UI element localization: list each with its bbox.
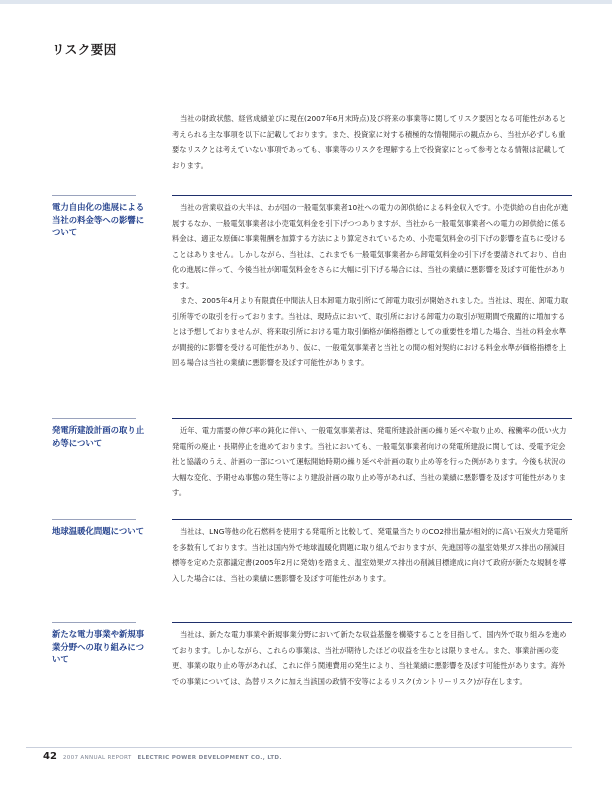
section-paragraph: 当社は、新たな電力事業や新規事業分野において新たな収益基盤を構築することを目指して、国内外で取り組みを進めております。しかしながら、これらの事業は、当社が期待したほどの収益を生むとは限りません。また、事業計画の変更、事業の取り止め等があれば、これに伴う関連費用の発生により、当社業績に悪影響を及ぼす可能性があります。海外での事業については、為替リスクに加え当該国の政情不安等によるリスク(カントリーリスク)が存在します。 — [172, 630, 567, 686]
section-paragraph: 当社は、LNG等他の化石燃料を使用する発電所と比較して、発電量当たりのCO2排出量が相対的に高い石炭火力発電所を多数有しております。当社は国内外で地球温暖化問題に取り組んでおりますが、先進国等の温室効果ガス排出の削減目標等を定めた京都議定書(2005年2月に発効)を踏まえ、温室効果ガス排出の削減目標達成に向けて政府が新たな規制を導入した場合には、当社の業績に悪影響を及ぼす可能性があります。 — [172, 527, 569, 583]
page-title: リスク要因 — [52, 42, 117, 57]
heading-rule — [52, 622, 136, 623]
section-heading: 発電所建設計画の取り止め等について — [52, 425, 145, 448]
section-body — [172, 627, 572, 689]
section-heading: 地球温暖化問題について — [52, 526, 144, 536]
section-heading: 新たな電力事業や新規事業分野への取り組みについて — [52, 629, 145, 664]
section-body — [172, 200, 572, 371]
footer-rule — [26, 747, 572, 748]
section-heading: 電力自由化の進展による当社の料金等への影響について — [52, 202, 145, 237]
intro-paragraph: 当社の財政状態、経営成績並びに現在(2007年6月末時点)及び将来の事業等に関してリスク要因となる可能性があると考えられる主な事項を以下に記載しております。また、投資家に対する積極的な情報開示の観点から、当社が必ずしも重要なリスクとは考えていない事項であっても、事業等のリスクを理解する上で投資家にとって参考となる情報は記載しております。 — [172, 114, 567, 170]
section-rule — [172, 418, 572, 419]
top-band — [0, 0, 612, 4]
heading-rule — [52, 418, 136, 419]
section-rule — [172, 519, 572, 520]
section-rule — [172, 195, 572, 196]
footer-report-name: 2007 ANNUAL REPORT — [62, 755, 132, 761]
section-body — [172, 423, 572, 501]
section-body — [172, 524, 572, 586]
section-paragraph: 当社の営業収益の大半は、わが国の一般電気事業者10社への電力の卸供給による料金収入です。小売供給の自由化が進展するなか、一般電気事業者は小売電気料金を引下げつつありますが、当社から一般電気事業者への電力の卸供給に係る料金は、適正な原価に事業報酬を加算する方法により算定されているため、小売電気料金の引下げの影響を直ちに受けることはありません。しかしながら、当社は、これまでも一般電気事業者から卸電気料金の引下げを要請されており、自由化の進展に伴って、今後当社が卸電気料金をさらに大幅に引下げる場合には、当社の業績に悪影響を及ぼす可能性があります。 — [172, 203, 569, 290]
page-number: 42 — [43, 751, 57, 762]
page-footer — [43, 751, 282, 762]
footer-company-name: ELECTRIC POWER DEVELOPMENT CO., LTD. — [137, 755, 282, 761]
section-paragraph: 近年、電力需要の伸び率の鈍化に伴い、一般電気事業者は、発電所建設計画の繰り延べや取り止め、稼働率の低い火力発電所の廃止・長期停止を進めております。当社においても、一般電気事業者向けの発電所建設に関しては、受電予定会社と協議のうえ、計画の一部について運転開始時期の繰り延べや計画の取り止め等を行った例があります。今後も状況の大幅な変化、予期せぬ事態の発生等により建設計画の取り止め等があれば、当社の業績に悪影響を及ぼす可能性があります。 — [172, 426, 567, 497]
heading-rule — [52, 195, 136, 196]
heading-rule — [52, 519, 136, 520]
section-paragraph: また、2005年4月より有限責任中間法人日本卸電力取引所にて卸電力取引が開始されました。当社は、現在、卸電力取引所等での取引を行っております。当社は、現時点において、取引所における卸電力の取引が短期間で飛躍的に増加するとは予想しておりませんが、将来取引所における電力取引価格が価格指標としての重要性を増した場合、当社の料金水準が間接的に影響を受ける可能性があり、仮に、一般電気事業者と当社との間の相対契約における料金水準が価格指標を上回る場合は当社の業績に悪影響を及ぼす可能性があります。 — [172, 296, 569, 367]
section-rule — [172, 622, 572, 623]
